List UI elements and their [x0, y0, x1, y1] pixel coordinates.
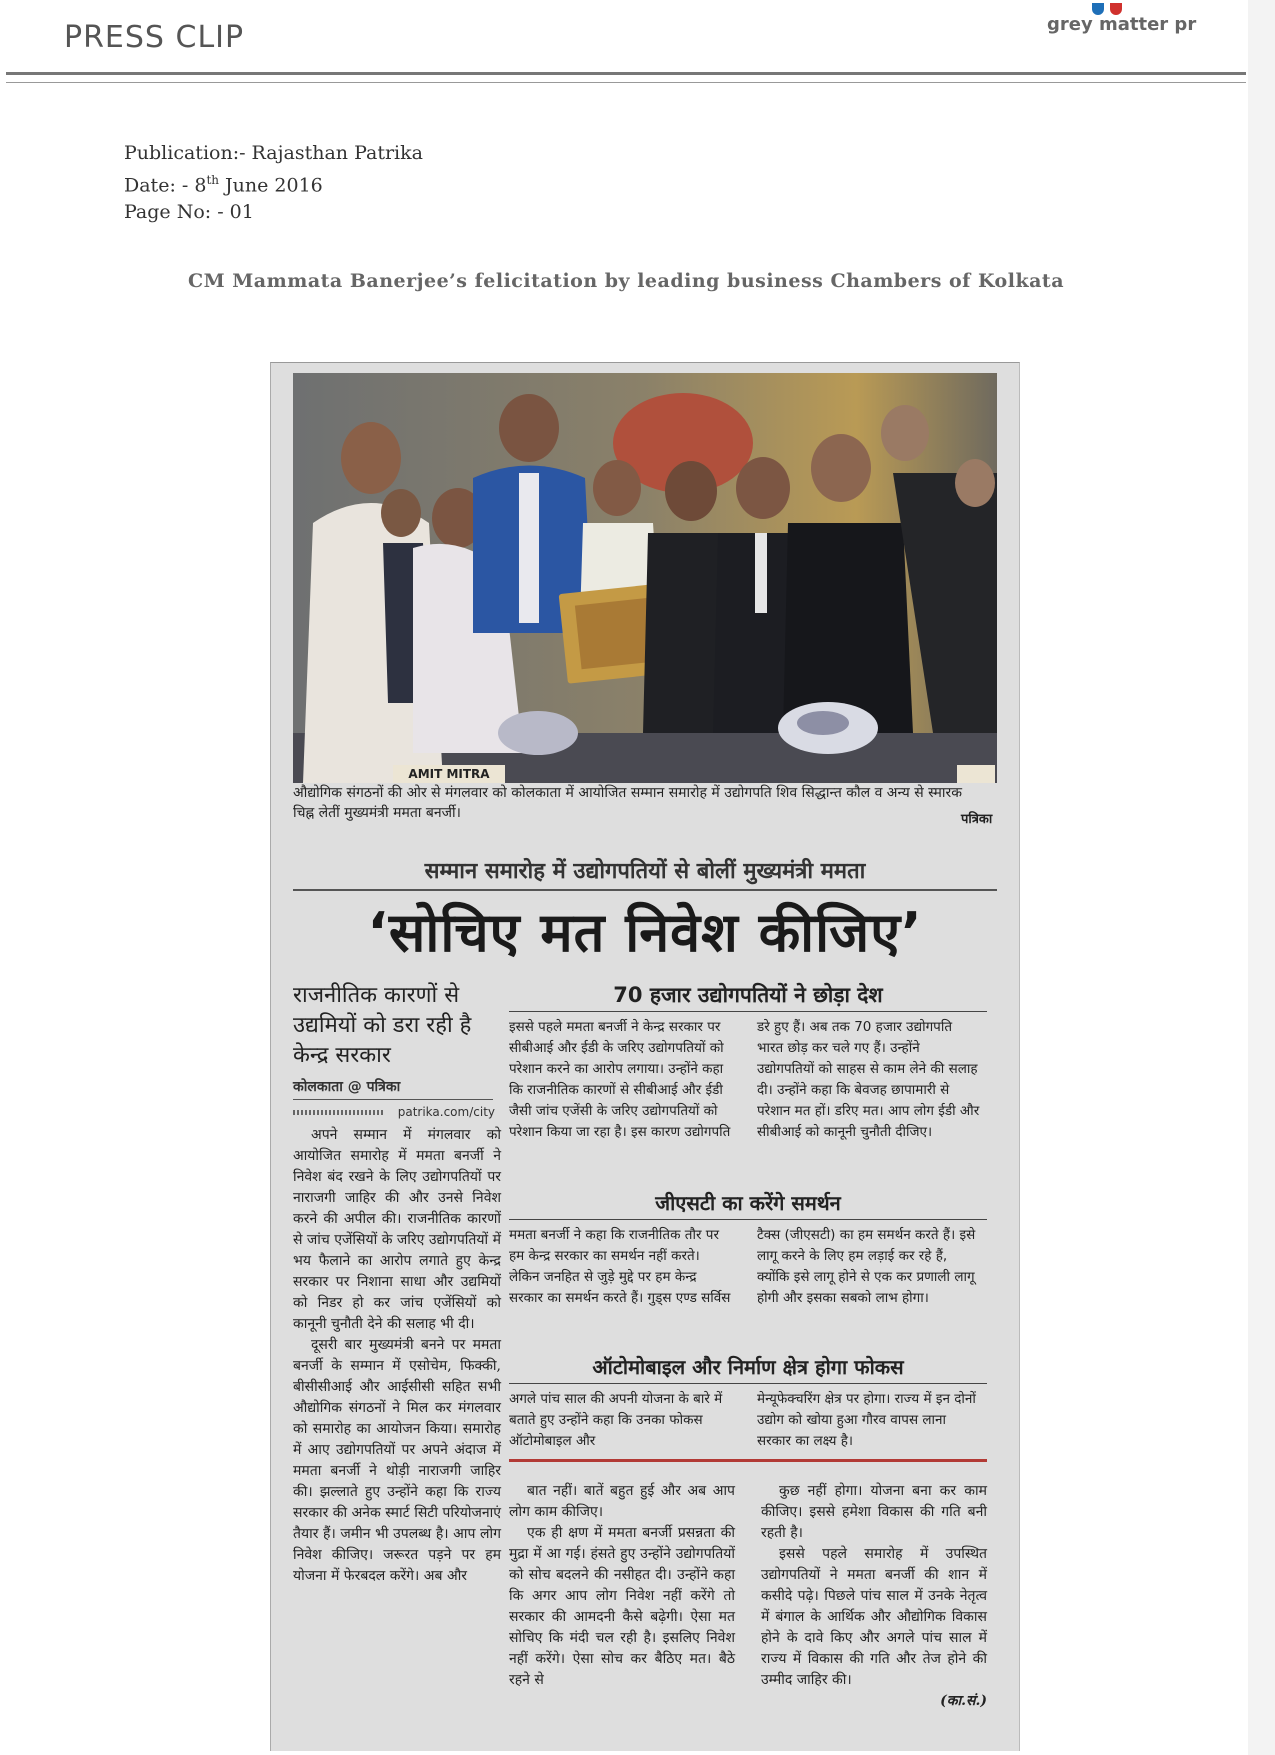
- main-title: ‘सोचिए मत निवेश कीजिए’: [367, 901, 923, 964]
- kicker: सम्मान समारोह में उद्योगपतियों से बोलीं मुख्यमंत्री ममता: [424, 859, 866, 884]
- section-left-text: अगले पांच साल की अपनी योजना के बारे में बताते हुए उन्होंने कहा कि उनका फोकस ऑटोमोबाइल और: [509, 1391, 723, 1449]
- photo-credit: पत्रिका: [961, 812, 993, 827]
- left-paragraph: दूसरी बार मुख्यमंत्री बनने पर ममता बनर्जी के सम्मान में एसोचेम, फिक्की, बीसीसीआई और आईसीसी सहित सभी औद्योगिक संगठनों ने मिल कर मंगलवार को समारोह का आयोजन किया। समारोह में आए उद्योगपतियों पर अपने अंदाज में ममता बनर्जी ने थोड़ी नाराजगी जाहिर की। झल्लाते हुए उन्होंने कहा कि राज्य सरकार की अनेक स्मार्ट सिटी परियोजनाएं तैयार हैं। जमीन भी उपलब्ध है। आप लोग निवेश कीजिए। जरूरत पड़ने पर हम योजना में फेरबदल करेंगे। अब और: [293, 1337, 501, 1584]
- bottom-right-column: [761, 1481, 987, 1712]
- nameplate: AMIT MITRA: [393, 765, 505, 783]
- page-number: Page No: - 01: [124, 201, 254, 224]
- brand-name: grey matter pr: [1047, 14, 1197, 35]
- press-clip-label: PRESS CLIP: [64, 20, 245, 55]
- page-edge: [1248, 0, 1275, 1755]
- section-rule: [509, 1219, 987, 1220]
- brand-logo: [1045, 0, 1195, 42]
- left-column: [293, 1125, 501, 1587]
- event-photo-illustration: [293, 373, 997, 783]
- header-rule-thin: [6, 82, 1246, 83]
- section-left-text: इससे पहले ममता बनर्जी ने केन्द्र सरकार पर सीबीआई और ईडी के जरिए उद्योगपतियों को परेशान करने का आरोप लगाया। उन्होंने कहा कि राजनीतिक कारणों से सीबीआई और ईडी जैसी जांच एजेंसी के जरिए उद्योगपतियों को परेशान किया जा रहा है। इस कारण उद्योगपति: [509, 1019, 731, 1140]
- body-paragraph: इससे पहले समारोह में उपस्थित उद्योगपतियों ने ममता बनर्जी की शान में कसीदे पढ़े। पिछले पांच साल में उनके नेतृत्व में बंगाल के आर्थिक और औद्योगिक विकास होने के दावे किए और अगले पांच साल में राज्य में विकास की गति और तेज होने की उम्मीद जाहिर की।: [761, 1546, 987, 1688]
- clip-headline: CM Mammata Banerjee’s felicitation by leading business Chambers of Kolkata: [188, 270, 1065, 292]
- event-photo: [293, 373, 997, 783]
- body-paragraph: कुछ नहीं होगा। योजना बना कर काम कीजिए। इससे हमेशा विकास की गति बनी रहती है।: [761, 1483, 987, 1541]
- date: Date: - 8th June 2016: [124, 173, 323, 197]
- section-heading: ऑटोमोबाइल और निर्माण क्षेत्र होगा फोकस: [592, 1355, 904, 1379]
- side-headline: राजनीतिक कारणों से उद्यमियों को डरा रही है केन्द्र सरकार: [293, 983, 472, 1068]
- dateline: कोलकाता @ पत्रिका: [293, 1079, 401, 1095]
- section-right-text: मेन्यूफेक्चरिंग क्षेत्र पर होगा। राज्य में इन दोनों उद्योग को खोया हुआ गौरव वापस लाना सरकार का लक्ष्य है।: [757, 1391, 976, 1449]
- kicker-rule: [293, 889, 997, 891]
- section-rule: [509, 1383, 987, 1384]
- section-heading: 70 हजार उद्योगपतियों ने छोड़ा देश: [613, 983, 883, 1007]
- newspaper-clipping: [270, 362, 1020, 1751]
- section-body: [509, 1017, 987, 1147]
- section-rule: [509, 1011, 987, 1012]
- nameplate-right: [957, 765, 995, 783]
- section-left-text: ममता बनर्जी ने कहा कि राजनीतिक तौर पर हम केन्द्र सरकार का समर्थन नहीं करते। लेकिन जनहित से जुड़े मुद्दे पर हम केन्द्र सरकार का समर्थन करते हैं। गुड्स एण्ड सर्विस: [509, 1227, 731, 1306]
- publication-meta: [124, 140, 423, 226]
- publication: Publication:- Rajasthan Patrika: [124, 142, 423, 164]
- photo-caption: औद्योगिक संगठनों की ओर से मंगलवार को कोलकाता में आयोजित सम्मान समारोह में उद्योगपति शिव सिद्धान्त कौल व अन्य से स्मारक चिह्न लेतीं मुख्यमंत्री ममता बनर्जी।: [293, 785, 963, 821]
- section-heading: जीएसटी का करेंगे समर्थन: [655, 1191, 841, 1215]
- body-paragraph: बात नहीं। बातें बहुत हुई और अब आप लोग काम कीजिए।: [509, 1483, 735, 1520]
- dateline-rule: [293, 1099, 493, 1100]
- section-right-text: टैक्स (जीएसटी) का हम समर्थन करते हैं। इसे लागू करने के लिए हम लड़ाई कर रहे हैं, क्योंकि इसे लागू होने से एक कर प्रणाली लागू होगी और इसका सबको लाभ होगा।: [757, 1227, 976, 1306]
- red-divider: [509, 1459, 987, 1462]
- section-body: [509, 1225, 987, 1335]
- body-paragraph: एक ही क्षण में ममता बनर्जी प्रसन्नता की मुद्रा में आ गई। हंसते हुए उन्होंने उद्योगपतियों को सोच बदलने की नसीहत दी। उन्होंने कहा कि अगर आप लोग निवेश नहीं करेंगे तो सरकार की आमदनी कैसे बढ़ेगी। ऐसा मत सोचिए कि मंदी चल रही है। इसलिए निवेश नहीं करेंगे। ऐसा सोच कर बैठिए मत। बैठे रहने से: [509, 1525, 735, 1688]
- section-right-text: डरे हुए हैं। अब तक 70 हजार उद्योगपति भारत छोड़ कर चले गए हैं। उन्होंने उद्योगपतियों को साहस से काम लेने की सलाह दी। उन्होंने कहा कि बेवजह छापामारी से परेशान मत हों। डरिए मत। आप लोग ईडी और सीबीआई को कानूनी चुनौती दीजिए।: [757, 1019, 980, 1140]
- section-body: [509, 1389, 987, 1455]
- bottom-middle-column: [509, 1481, 735, 1691]
- header-rule: [6, 72, 1246, 75]
- signature: (का.सं.): [940, 1693, 987, 1709]
- web-link: patrika.com/city: [397, 1105, 495, 1119]
- left-paragraph: अपने सम्मान में मंगलवार को आयोजित समारोह में ममता बनर्जी ने निवेश बंद रखने के लिए उद्योगपतियों पर नाराजगी जाहिर की और उनसे निवेश करने की अपील की। राजनीतिक कारणों से जांच एजेंसियों के जरिए उद्योगपतियों में भय फैलाने का आरोप लगाते हुए केन्द्र सरकार पर निशाना साधा और उद्यमियों को निडर हो कर जांच एजेंसियों को कानूनी चुनौती देने की सलाह भी दी।: [293, 1127, 501, 1332]
